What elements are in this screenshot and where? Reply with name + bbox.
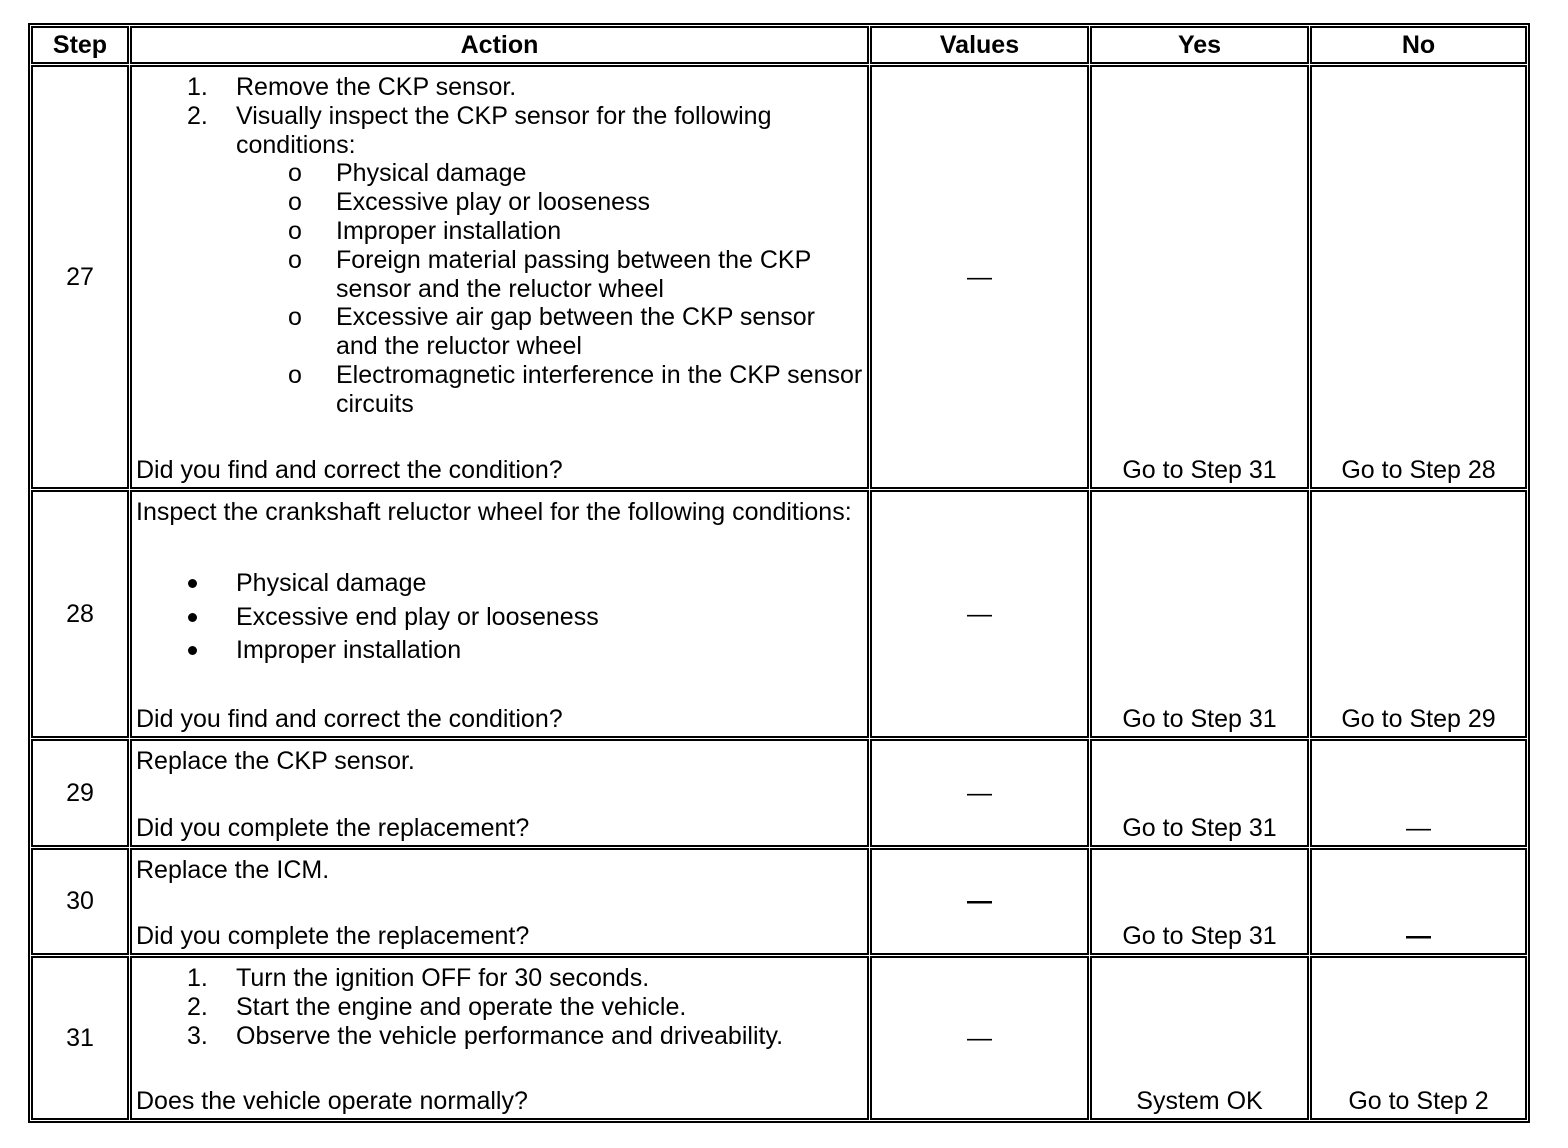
bullet-icon (188, 613, 197, 622)
action-question: Did you complete the replacement? (136, 814, 530, 843)
action-cell (130, 956, 869, 1120)
step-cell (31, 848, 129, 955)
no-result: — (1406, 922, 1431, 951)
values-cell (870, 65, 1089, 489)
value-text: — (967, 887, 992, 916)
step-text: Turn the ignition OFF for 30 seconds. (236, 964, 650, 992)
numbered-step (136, 964, 867, 993)
condition-text: Excessive play or looseness (336, 188, 651, 217)
values-cell (870, 848, 1089, 955)
header-step (31, 26, 129, 64)
values-cell (870, 739, 1089, 847)
yes-result: Go to Step 31 (1122, 705, 1277, 734)
action-cell (130, 65, 869, 489)
no-result: Go to Step 28 (1341, 456, 1496, 485)
numbered-step (136, 1022, 867, 1051)
step-index: 1. (187, 964, 208, 992)
value-text: — (967, 599, 992, 628)
values-cell (870, 956, 1089, 1120)
step-index: 2. (187, 992, 208, 1021)
step-index: 1. (187, 73, 208, 101)
no-cell (1310, 65, 1527, 489)
step-text: Start the engine and operate the vehicle. (236, 992, 687, 1021)
header-action (130, 26, 869, 64)
value-text: — (967, 262, 992, 291)
yes-cell (1090, 490, 1309, 738)
action-question: Did you find and correct the condition? (136, 705, 563, 734)
instruction-text: Replace the CKP sensor. (136, 747, 415, 775)
no-result: Go to Step 29 (1341, 705, 1496, 734)
condition-marker: o (288, 360, 302, 389)
no-result: — (1406, 814, 1431, 843)
step-cell (31, 65, 129, 489)
condition-item (136, 361, 867, 419)
values-cell (870, 490, 1089, 738)
condition-text: Improper installation (336, 216, 562, 245)
instruction-text: Replace the ICM. (136, 856, 330, 884)
condition-item (136, 246, 867, 304)
action-question: Did you find and correct the condition? (136, 456, 563, 485)
value-text: — (967, 778, 992, 807)
action-instructions (136, 964, 867, 1050)
numbered-step (136, 993, 867, 1022)
condition-marker: o (288, 245, 302, 274)
step-number: 28 (66, 599, 94, 628)
step-index: 3. (187, 1021, 208, 1050)
condition-list (136, 567, 599, 668)
step-text: Visually inspect the CKP sensor for the following conditions: (236, 101, 772, 159)
condition-marker: o (288, 303, 302, 332)
list-item (136, 567, 599, 601)
step-text: Remove the CKP sensor. (236, 73, 517, 101)
condition-text: Foreign material passing between the CKP sensor and the reluctor wheel (336, 245, 812, 303)
step-cell (31, 739, 129, 847)
step-cell (31, 956, 129, 1120)
list-item (136, 601, 599, 635)
step-number: 27 (66, 262, 94, 291)
header-yes-label: Yes (1177, 30, 1222, 59)
header-values-label: Values (939, 30, 1020, 59)
header-values (870, 26, 1089, 64)
numbered-step (136, 73, 867, 102)
no-cell (1310, 490, 1527, 738)
header-no-label: No (1401, 30, 1436, 59)
numbered-step (136, 102, 867, 160)
action-instructions (136, 856, 867, 885)
action-instructions (136, 73, 867, 419)
yes-result: Go to Step 31 (1122, 922, 1277, 951)
diagnostic-table (28, 23, 1530, 1123)
step-number: 29 (66, 778, 94, 807)
condition-marker: o (288, 159, 302, 188)
action-instructions (136, 747, 867, 776)
bullet-icon (188, 579, 197, 588)
header-no (1310, 26, 1527, 64)
yes-cell (1090, 848, 1309, 955)
action-cell (130, 739, 869, 847)
step-text: Observe the vehicle performance and driveability. (236, 1021, 784, 1050)
action-question: Does the vehicle operate normally? (136, 1087, 528, 1116)
step-index: 2. (187, 101, 208, 130)
action-instructions (136, 498, 867, 527)
condition-item (136, 188, 867, 217)
instruction-text: Inspect the crankshaft reluctor wheel for the following conditions: (136, 498, 852, 526)
no-cell (1310, 848, 1527, 955)
condition-text: Excessive air gap between the CKP sensor and the reluctor wheel (336, 303, 815, 361)
condition-item (136, 217, 867, 246)
condition-text: Physical damage (336, 159, 527, 188)
bullet-icon (188, 646, 197, 655)
condition-item (136, 303, 867, 361)
action-question: Did you complete the replacement? (136, 922, 530, 951)
condition-item (136, 159, 867, 188)
condition-text: Physical damage (236, 569, 427, 598)
yes-result: Go to Step 31 (1122, 814, 1277, 843)
condition-text: Excessive end play or looseness (236, 602, 599, 631)
step-cell (31, 490, 129, 738)
yes-result: Go to Step 31 (1122, 456, 1277, 485)
condition-text: Improper installation (236, 636, 462, 665)
yes-result: System OK (1136, 1087, 1263, 1116)
yes-cell (1090, 956, 1309, 1120)
step-number: 30 (66, 887, 94, 916)
yes-cell (1090, 739, 1309, 847)
condition-marker: o (288, 188, 302, 217)
condition-marker: o (288, 216, 302, 245)
condition-text: Electromagnetic interference in the CKP sensor circuits (336, 360, 863, 418)
value-text: — (967, 1023, 992, 1052)
action-cell (130, 490, 869, 738)
header-step-label: Step (52, 30, 108, 59)
action-cell (130, 848, 869, 955)
no-cell (1310, 739, 1527, 847)
no-result: Go to Step 2 (1348, 1087, 1489, 1116)
no-cell (1310, 956, 1527, 1120)
step-number: 31 (66, 1023, 94, 1052)
header-yes (1090, 26, 1309, 64)
header-action-label: Action (460, 30, 539, 59)
yes-cell (1090, 65, 1309, 489)
list-item (136, 634, 599, 668)
